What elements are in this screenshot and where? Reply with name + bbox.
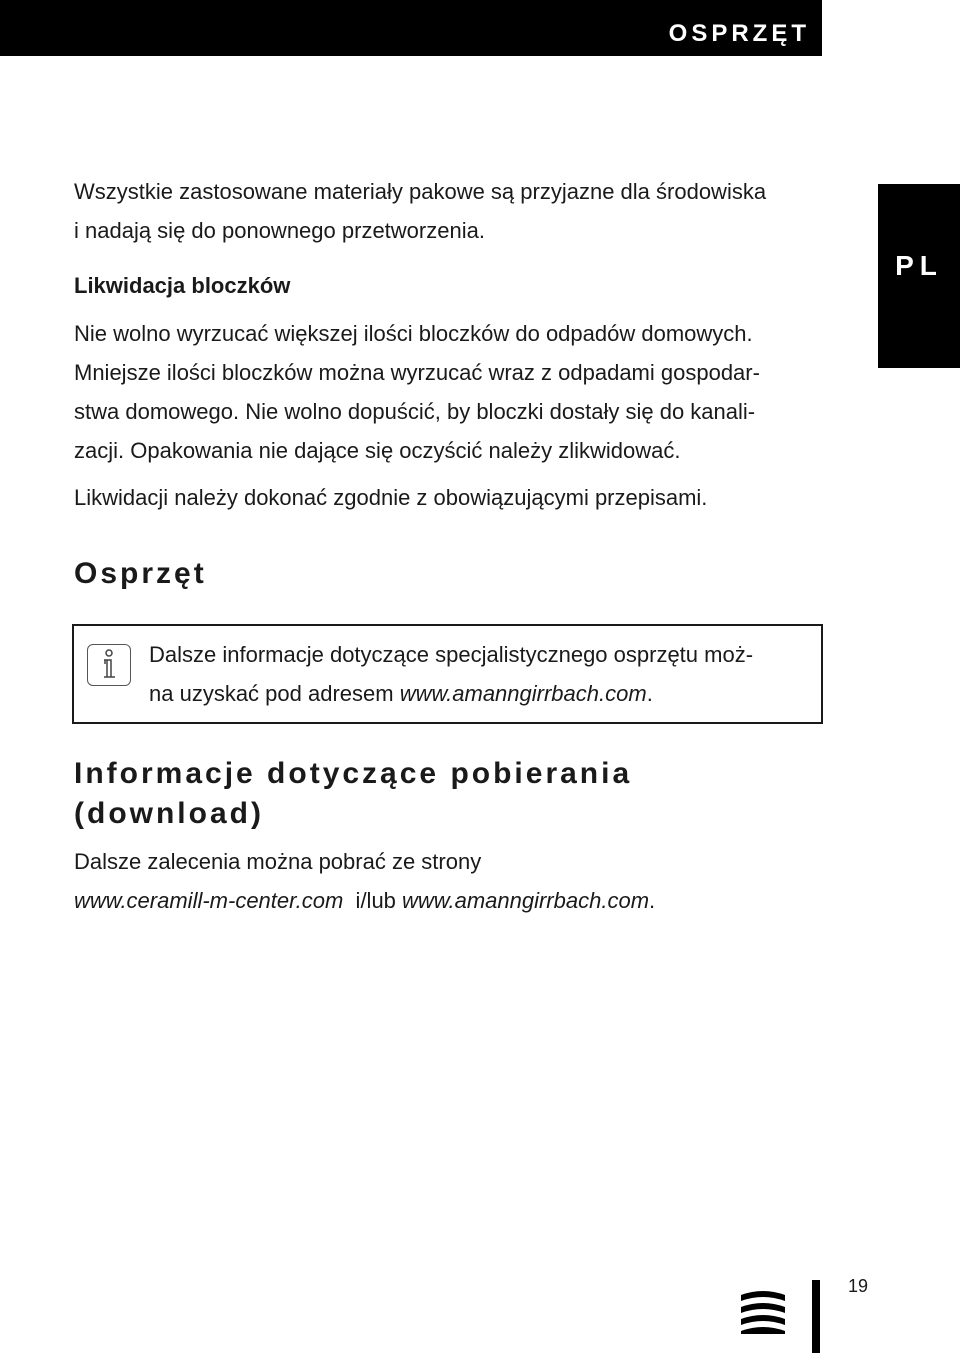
download-connector: i/lub	[343, 888, 403, 913]
footer-divider	[812, 1280, 820, 1353]
info-text	[149, 635, 809, 713]
info-icon	[87, 644, 131, 686]
download-heading-line: (download)	[74, 797, 264, 830]
ceramill-url-link[interactable]: www.ceramill-m-center.com	[74, 888, 344, 913]
header-bar	[0, 0, 822, 56]
disposal-line: zacji. Opakowania nie dające się oczyścić należy zlikwidować.	[74, 438, 681, 463]
amanngirrbach-url-link[interactable]: www.amanngirrbach.com	[402, 888, 650, 913]
info-line-suffix: .	[646, 681, 653, 706]
download-heading	[74, 754, 824, 834]
info-line	[149, 674, 809, 713]
intro-line: i nadają się do ponownego przetworzenia.	[74, 218, 485, 243]
download-line	[74, 881, 824, 920]
intro-paragraph	[74, 172, 824, 250]
disposal-line: Mniejsze ilości bloczków można wyrzucać wraz z odpadami gospodar-	[74, 360, 760, 385]
info-line: Dalsze informacje dotyczące specjalistycznego osprzętu moż-	[149, 642, 754, 667]
info-box	[72, 624, 823, 724]
download-suffix: .	[649, 888, 656, 913]
page-number: 19	[848, 1276, 869, 1296]
accessories-heading: Osprzęt	[74, 557, 207, 590]
language-tab	[878, 184, 960, 368]
download-heading-line: Informacje dotyczące pobierania	[74, 757, 633, 790]
download-line: Dalsze zalecenia można pobrać ze strony	[74, 849, 482, 874]
info-url-link[interactable]: www.amanngirrbach.com	[399, 681, 647, 706]
disposal-paragraph	[74, 314, 824, 517]
disposal-line: stwa domowego. Nie wolno dopuścić, by bloczki dostały się do kanali-	[74, 399, 756, 424]
header-title: OSPRZĘT	[668, 20, 810, 47]
disposal-line: Likwidacji należy dokonać zgodnie z obowiązującymi przepisami.	[74, 485, 708, 510]
info-line-prefix: na uzyskać pod adresem	[149, 681, 400, 706]
disposal-line: Nie wolno wyrzucać większej ilości bloczków do odpadów domowych.	[74, 321, 753, 346]
language-label: PL	[895, 250, 943, 281]
brand-logo-icon	[739, 1288, 787, 1334]
disposal-heading: Likwidacja bloczków	[74, 273, 291, 298]
download-paragraph	[74, 842, 824, 920]
intro-line: Wszystkie zastosowane materiały pakowe są przyjazne dla środowiska	[74, 179, 767, 204]
